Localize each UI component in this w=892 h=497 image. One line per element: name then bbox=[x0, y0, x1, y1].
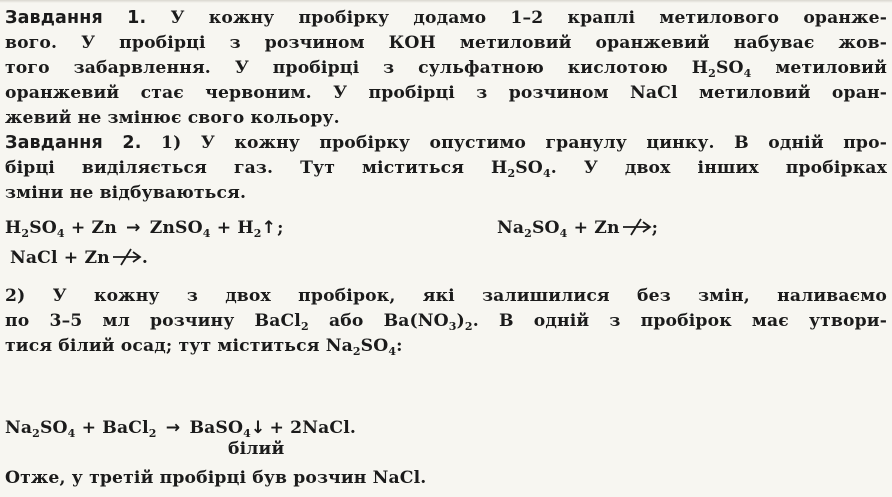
no-reaction-icon bbox=[622, 218, 652, 236]
task1-line-1 bbox=[5, 6, 887, 30]
equation-na2so4-zn: $Na_2SO_4 + Zn$ ; bbox=[497, 218, 659, 240]
task2-text-3: зміни не відбуваються. bbox=[5, 183, 247, 203]
task2-line-3 bbox=[5, 181, 246, 205]
no-reaction-icon-2 bbox=[112, 248, 142, 266]
page-top-edge bbox=[0, 0, 892, 3]
task2-text-1: 1) У кожну пробірку опустимо гранулу цинку. В одній про- bbox=[161, 133, 888, 153]
task1-label: Завдання 1. bbox=[5, 8, 147, 28]
task1-text-3-end: метиловий bbox=[775, 58, 887, 78]
task1-line-2 bbox=[5, 31, 887, 55]
task2-label: Завдання 2. bbox=[5, 133, 142, 153]
reaction-arrow-icon-2: → bbox=[165, 418, 181, 438]
task2-part2-line-1: 2) У кожну з двох пробірок, які залишилися без змін, наливаємо bbox=[5, 286, 887, 306]
task2-line-2 bbox=[5, 156, 887, 180]
task1-text-1: У кожну пробірку додамо 1–2 краплі метилового оранже- bbox=[170, 8, 887, 28]
task2-line-1 bbox=[5, 131, 887, 155]
sulfuric-acid-formula-2: $H_2SO_4$. У двох інших пробірках bbox=[491, 158, 887, 180]
precipitate-note: білий bbox=[228, 439, 285, 459]
equation-h2so4-zn: $H_2SO_4 + Zn$ → ZnSO$_4$ + $H_2↑$; bbox=[5, 218, 284, 240]
task1-text-2: вого. У пробірці з розчином КОН метиловий оранжевий набуває жов- bbox=[5, 33, 887, 53]
equation-nacl-zn: NaCl + Zn . bbox=[10, 248, 148, 268]
conclusion-line: Отже, у третій пробірці був розчин NaCl. bbox=[5, 468, 427, 488]
task1-line-4 bbox=[5, 81, 887, 105]
task2-part2-line-3: тися білий осад; тут міститься $Na_2SO_4$: bbox=[5, 336, 403, 358]
reaction-arrow-icon: → bbox=[126, 218, 141, 238]
task1-text-5: жевий не змінює свого кольору. bbox=[5, 108, 340, 128]
task1-text-3: того забарвлення. У пробірці з сульфатною кислотою bbox=[5, 58, 668, 78]
precipitate-arrow-icon: ↓ bbox=[250, 418, 266, 438]
sulfuric-acid-formula: $H_2SO_4$ bbox=[691, 58, 752, 80]
task2-part2-line-2 bbox=[5, 309, 887, 333]
task1-line-3 bbox=[5, 56, 887, 80]
equation-na2so4-bacl2: $Na_2SO_4$ + BaCl$_2$ → BaSO$_4$↓ + 2NaCl. bbox=[5, 418, 357, 440]
gas-evolution-arrow-icon: ↑ bbox=[261, 218, 277, 238]
task2-text-2: бірці виділяється газ. Тут міститься bbox=[5, 158, 465, 178]
task1-text-4: оранжевий стає червоним. У пробірці з розчином NaCl метиловий оран- bbox=[5, 83, 887, 103]
bacl2-text: по 3–5 мл розчину BaCl$_2$ bbox=[5, 311, 309, 333]
ba-nitrate-text: або $Ba(NO_3)_2$. В одній з пробірок має утвори- bbox=[328, 311, 887, 333]
task1-line-5 bbox=[5, 106, 340, 130]
